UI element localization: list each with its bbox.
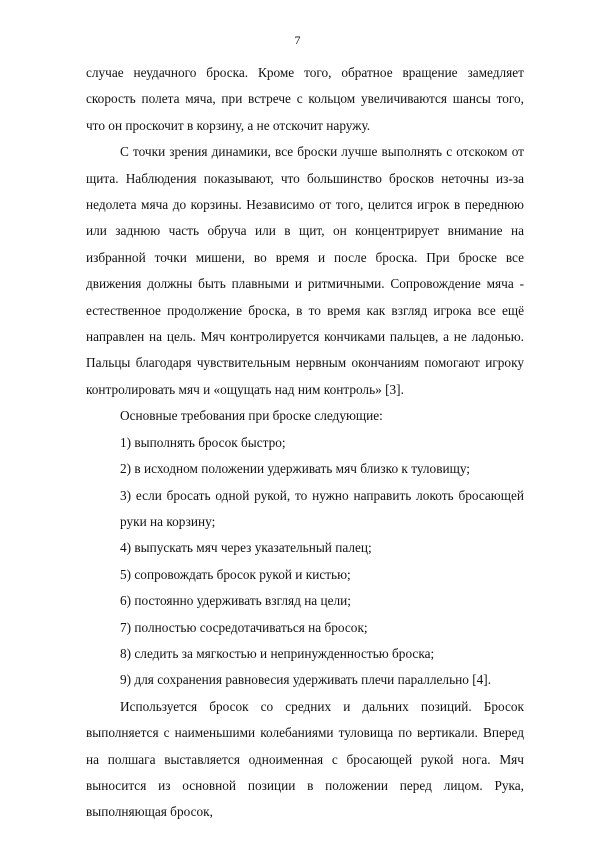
- paragraph-continuation: случае неудачного броска. Кроме того, обратное вращение замедляет скорость полета мяча, при встрече с кольцом увеличиваются шансы того, что он проскочит в корзину, а не отскочит наружу.: [86, 65, 524, 133]
- paragraph-closing: Используется бросок со средних и дальних позиций. Бросок выполняется с наименьшими колебаниями туловища по вертикали. Вперед на полшага выставляется одноименная с бросающей рукой нога. Мяч выносится из основной позиции в положении перед лицом. Рука, выполняющая бросок,: [86, 698, 524, 820]
- body-text: [86, 60, 524, 826]
- paragraph-dynamics: С точки зрения динамики, все броски лучше выполнять с отскоком от щита. Наблюдения показывают, что большинство бросков неточны из-за недолета мяча до корзины. Независимо от того, целится игрок в переднюю или заднюю часть обруча или в щит, он концентрирует внимание на избранной точки мишени, во время и после броска. При броске все движения должны быть плавными и ритмичными. Сопровождение мяча - естественное продолжение броска, в то время как взгляд игрока все ещё направлен на цель. Мяч контролируется кончиками пальцев, а не ладонью. Пальцы благодаря чувствительным нервным окончаниям помогают игроку контролировать мяч и «ощущать над ним контроль» [3].: [86, 144, 524, 397]
- list-item: 9) для сохранения равновесия удерживать плечи параллельно [4].: [120, 672, 492, 688]
- list-item: 2) в исходном положении удерживать мяч близко к туловищу;: [120, 461, 470, 477]
- list-item: 8) следить за мягкостью и непринужденностью броска;: [120, 645, 435, 661]
- list-item: 6) постоянно удерживать взгляд на цели;: [120, 593, 351, 609]
- list-item: 7) полностью сосредотачиваться на бросок;: [120, 619, 368, 635]
- list-item: 4) выпускать мяч через указательный палец;: [120, 540, 372, 556]
- list-item: 1) выполнять бросок быстро;: [120, 434, 286, 450]
- page-number: 7: [294, 33, 301, 47]
- list-item: 3) если бросать одной рукой, то нужно направить локоть бросающей руки на корзину;: [120, 487, 524, 529]
- list-item: 5) сопровождать бросок рукой и кистью;: [120, 566, 351, 582]
- paragraph-requirements-intro: Основные требования при броске следующие:: [120, 408, 383, 424]
